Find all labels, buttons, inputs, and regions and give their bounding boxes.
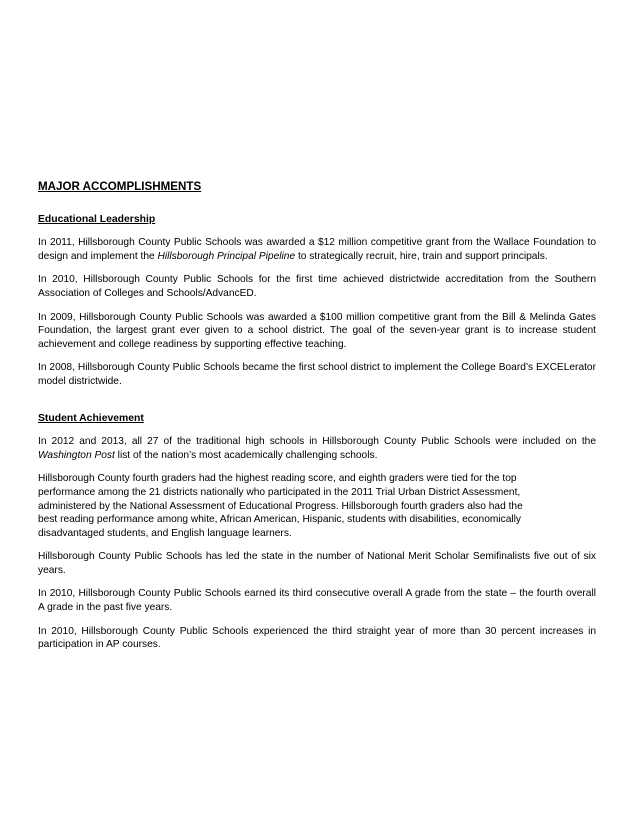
paragraph [38, 236, 596, 263]
document-page [38, 180, 596, 662]
paragraph: Hillsborough County Public Schools has led the state in the number of National Merit Scholar Semifinalists five out of six years. [38, 551, 596, 576]
paragraph-text: to strategically recruit, hire, train and support principals. [295, 250, 548, 262]
paragraph-text: In 2011, Hillsborough County Public Schools was awarded a $12 million competitive grant from the Wallace Foundation to design and implement the [38, 237, 596, 262]
section-student-achievement [38, 412, 596, 652]
italic-title: Washington Post [38, 449, 115, 461]
paragraph-line: performance among the 21 districts nationally who participated in the 2011 Trial Urban District Assessment, [38, 486, 521, 498]
section-educational-leadership [38, 213, 596, 389]
paragraph: In 2010, Hillsborough County Public Schools experienced the third straight year of more than 30 percent increases in participation in AP courses. [38, 625, 596, 651]
paragraph-line: best reading performance among white, African American, Hispanic, students with disabilities, economically [38, 514, 522, 526]
paragraph: In 2010, Hillsborough County Public Schools earned its third consecutive overall A grade from the state – the fourth overall A grade in the past five years. [38, 588, 596, 614]
section-heading: Student Achievement [38, 412, 144, 424]
italic-title: Hillsborough Principal Pipeline [157, 250, 296, 262]
paragraph-line: Hillsborough County fourth graders had the highest reading score, and eighth graders were tied for the top [38, 473, 517, 485]
paragraph-line: disadvantaged students, and English language learners. [38, 527, 292, 539]
paragraph: In 2009, Hillsborough County Public Schools was awarded a $100 million competitive grant from the Bill & Melinda Gates Foundation, the largest grant ever given to a school district. The goal of the seven-year grant is to increase student achievement and college readiness by supporting effective teaching. [38, 311, 596, 350]
section-heading: Educational Leadership [38, 213, 156, 225]
paragraph-multiline [38, 472, 596, 540]
paragraph-line: administered by the National Assessment of Educational Progress. Hillsborough fourth graders also had the [38, 500, 523, 512]
document-title: MAJOR ACCOMPLISHMENTS [38, 180, 202, 193]
section-spacer [38, 399, 596, 412]
paragraph-text: In 2012 and 2013, all 27 of the traditional high schools in Hillsborough County Public Schools were included on the [38, 436, 596, 448]
paragraph: In 2008, Hillsborough County Public Schools became the first school district to implement the College Board’s EXCELerator model districtwide. [38, 362, 596, 387]
paragraph [38, 435, 596, 462]
paragraph-text: list of the nation’s most academically challenging schools. [114, 449, 378, 461]
paragraph: In 2010, Hillsborough County Public Schools for the first time achieved districtwide accreditation from the Southern Association of Colleges and Schools/AdvancED. [38, 274, 596, 299]
